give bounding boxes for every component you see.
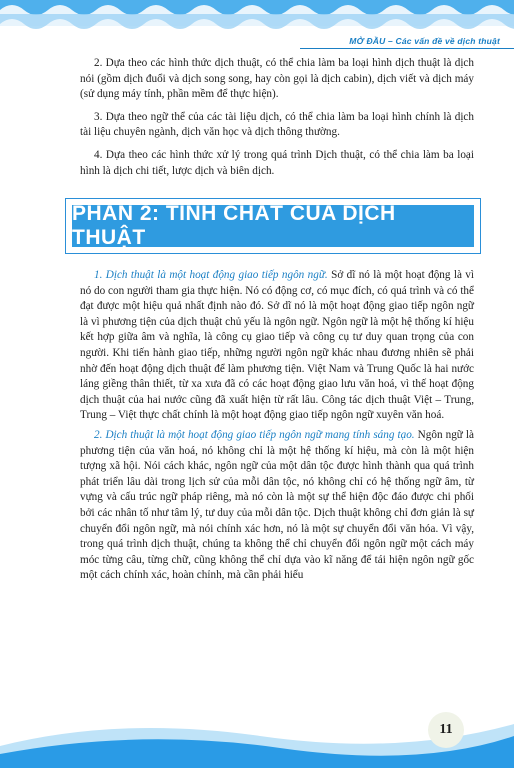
point-body: Sở dĩ nó là một hoạt động là vì nó do con người tham gia thực hiện. Nó có động cơ, có mục đích, có quá trình và có thể đạt được một hiệu quả nhất định nào đó. Sở dĩ nó là một hoạt động giao tiếp ngôn ngữ là vì phương tiện của dịch thuật chủ yếu là ngôn ngữ. Ngôn ngữ là một hệ thống kí hiệu kết hợp giữa âm và nghĩa, là công cụ giao tiếp và công cụ tư duy quan trọng của con người. Khi tiến hành giao tiếp, những người ngôn ngữ khác nhau đương nhiên sẽ phải nhờ đến hoạt động dịch thuật để làm phương tiện. Việt Nam và Trung Quốc là hai nước láng giềng thân thiết, từ xa xưa đã có các hoạt động giao lưu văn hoá, vì thế hoạt động dịch thuật của hai nước cũng đã xuất hiện từ rất lâu. Công tác dịch thuật Việt – Trung, Trung – Việt thực chất chính là một hoạt động giao tiếp ngôn ngữ xuyên văn hoá.: [80, 269, 474, 422]
intro-paragraph: 4. Dựa theo các hình thức xử lý trong quá trình Dịch thuật, có thể chia làm ba loại hình là dịch chi tiết, lược dịch và biên dịch.: [80, 148, 474, 177]
point-paragraph: [80, 268, 474, 424]
section-banner: [65, 198, 481, 254]
header-divider: [300, 48, 514, 49]
running-header: MỞ ĐẦU – Các vấn đề về dịch thuật: [349, 36, 500, 46]
point-heading: 2. Dịch thuật là một hoạt động giao tiếp ngôn ngữ mang tính sáng tạo.: [94, 428, 415, 441]
intro-paragraph: 2. Dựa theo các hình thức dịch thuật, có thể chia làm ba loại hình dịch thuật là dịch nói (gồm dịch đuổi và dịch song song, hay còn gọi là dịch cabin), dịch viết và dịch máy (sử dụng máy tính, phần mềm để thực hiện).: [80, 57, 474, 101]
section-title: PHẦN 2: TÍNH CHẤT CỦA DỊCH THUẬT: [72, 202, 396, 249]
section-banner-fill: [72, 202, 474, 249]
intro-paragraph: 3. Dựa theo ngữ thể của các tài liệu dịch, có thể chia làm ba loại hình chính là dịch tài liệu chuyên ngành, dịch văn học và dịch thông thường.: [80, 110, 474, 139]
point-heading: 1. Dịch thuật là một hoạt động giao tiếp ngôn ngữ.: [94, 269, 328, 281]
points-block: [80, 268, 474, 584]
top-wave-decoration: [0, 0, 514, 40]
intro-block: [80, 56, 474, 179]
page-number: 11: [428, 712, 464, 748]
point-paragraph: [80, 428, 474, 584]
point-body: Ngôn ngữ là phương tiện của văn hoá, nó không chỉ là một hệ thống kí hiệu, mà còn là một hiện tượng xã hội. Nói cách khác, ngôn ngữ của một dân tộc được hình thành qua quá trình phát triển lâu dài trong lịch sử của mỗi dân tộc, nó không chỉ có hệ thống ngữ âm, từ vựng và cấu trúc ngữ pháp riêng, mà nó còn là một sự thể hiện độc đáo được chi phối bởi các nhân tố như tâm lý, tư duy của mỗi dân tộc. Dịch thuật không chỉ đơn giản là sự chuyển đổi ngôn ngữ, mà nói chính xác hơn, nó là một sự chuyển đổi văn hóa. Vì vậy, trong quá trình dịch thuật, chúng ta không thể chỉ chuyển đổi ngôn ngữ một cách máy móc từng câu, từng chữ, cũng không thể chỉ dựa vào kĩ năng để tái hiện ngôn ngữ gốc một cách chính xác, hoàn chỉnh, mà cần phải hiểu: [80, 428, 474, 582]
